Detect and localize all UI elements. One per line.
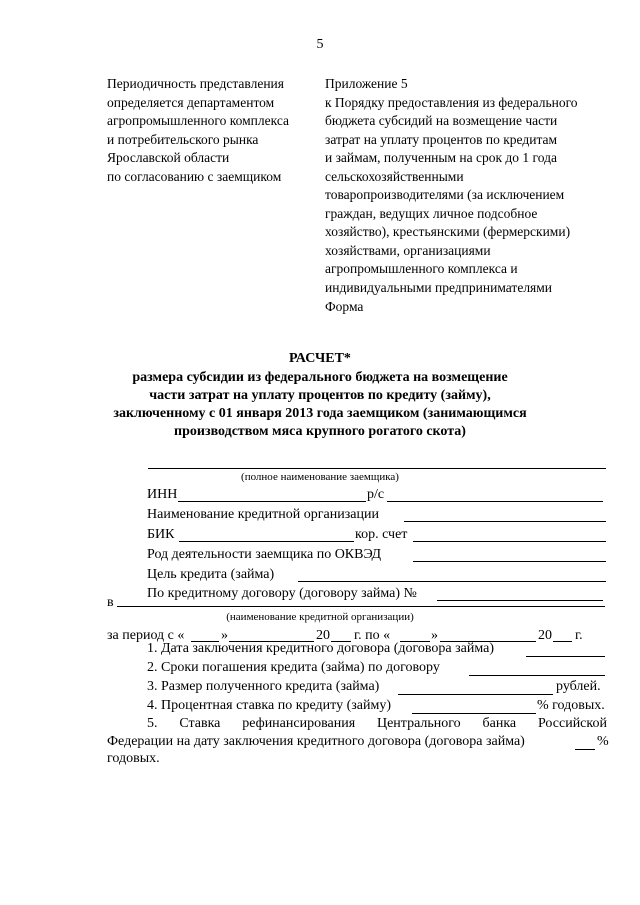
period-quote: » [221,628,228,643]
item-contract-date: 1. Дата заключения кредитного договора (договора займа) [147,641,495,656]
contract-date-field[interactable] [526,656,605,657]
appendix-line: хозяйствами, организациями [325,242,491,258]
period-prefix: за период с « [107,628,185,643]
account-field[interactable] [387,501,603,502]
note-line: по согласованию с заемщиком [107,168,282,184]
document-subtitle-line: размера субсидии из федерального бюджета на возмещение [132,370,508,385]
document-subtitle-line: части затрат на уплату процентов по кредиту (займу), [149,388,491,403]
inn-field[interactable] [178,501,366,502]
form-label: Форма [325,299,364,314]
submission-note [107,75,289,186]
bik-field[interactable] [179,541,354,542]
borrower-name-caption: (полное наименование заемщика) [241,471,399,483]
bank-prefix: в [107,595,114,610]
okved-field[interactable] [413,561,606,562]
credit-purpose-field[interactable] [298,581,606,582]
refinancing-percent: % [597,734,609,749]
period-year-prefix: 20 [538,628,552,643]
bank-name-caption: (наименование кредитной организации) [226,611,414,623]
bik-label: БИК [147,527,175,542]
repayment-terms-field[interactable] [469,675,605,676]
refinancing-word: банка [482,716,517,731]
page-number: 5 [316,37,324,52]
item-credit-amount: 3. Размер полученного кредита (займа) [147,679,380,694]
refinancing-word: Центрального [376,716,461,731]
refinancing-line-3: годовых. [107,751,160,766]
appendix-line: агропромышленного комплекса и [325,261,518,276]
interest-rate-field[interactable] [412,713,536,714]
note-line: агропромышленного комплекса [107,113,289,128]
contract-number-field[interactable] [437,600,603,601]
appendix-line: граждан, ведущих личное подсобное [325,205,538,221]
inn-label: ИНН [147,487,178,502]
bank-name-field[interactable] [117,606,605,607]
document-subtitle-line: заключенному с 01 января 2013 года заемщиком (занимающимся [113,406,527,421]
credit-org-label: Наименование кредитной организации [147,507,379,522]
appendix-line: бюджета субсидий на возмещение части [325,113,558,128]
appendix-line: Приложение 5 [325,76,408,91]
refinancing-word: Российской [537,716,607,731]
item-refinancing-rate [147,716,607,732]
refinancing-word: 5. [147,716,158,731]
currency-unit: рублей. [556,679,601,694]
appendix-line: и займам, полученным на срок до 1 года [325,150,557,165]
refinancing-line-2: Федерации на дату заключения кредитного договора (договора займа) [107,734,525,749]
appendix-line: затрат на уплату процентов по кредитам [325,131,558,147]
refinancing-word: рефинансирования [242,716,356,731]
note-line: определяется департаментом [107,94,275,110]
credit-org-field[interactable] [404,521,606,522]
contract-number-label: По кредитному договору (договору займа) № [147,586,417,601]
appendix-header [325,75,578,297]
borrower-name-line[interactable] [148,468,606,469]
appendix-line: к Порядку предоставления из федерального [325,94,578,110]
period-end-year[interactable] [553,641,572,642]
refinancing-word: Ставка [179,716,221,731]
account-label: р/с [367,487,385,502]
period-year-prefix: 20 [316,628,330,643]
appendix-line: хозяйство), крестьянскими (фермерскими) [325,224,571,239]
rate-unit: % годовых. [537,698,605,713]
corr-account-field[interactable] [413,541,606,542]
okved-label: Род деятельности заемщика по ОКВЭД [147,547,382,562]
refinancing-rate-field[interactable] [575,749,595,750]
credit-purpose-label: Цель кредита (займа) [147,567,275,582]
note-line: Периодичность представления [107,76,284,91]
document-subtitle-line: производством мяса крупного рогатого скота) [174,424,466,439]
corr-account-label: кор. счет [355,527,408,542]
note-line: Ярославской области [107,150,230,165]
document-title: РАСЧЕТ* [289,351,351,366]
period-to-label: г. по « [354,628,391,643]
appendix-line: товаропроизводителями (за исключением [325,187,565,202]
item-repayment-terms: 2. Сроки погашения кредита (займа) по договору [147,660,440,675]
period-quote: » [431,628,438,643]
item-interest-rate: 4. Процентная ставка по кредиту (займу) [147,698,391,713]
credit-amount-field[interactable] [398,694,553,695]
period-end-suffix: г. [575,628,583,643]
appendix-line: индивидуальными предпринимателями [325,279,553,295]
appendix-line: сельскохозяйственными [325,168,464,184]
note-line: и потребительского рынка [107,131,259,147]
